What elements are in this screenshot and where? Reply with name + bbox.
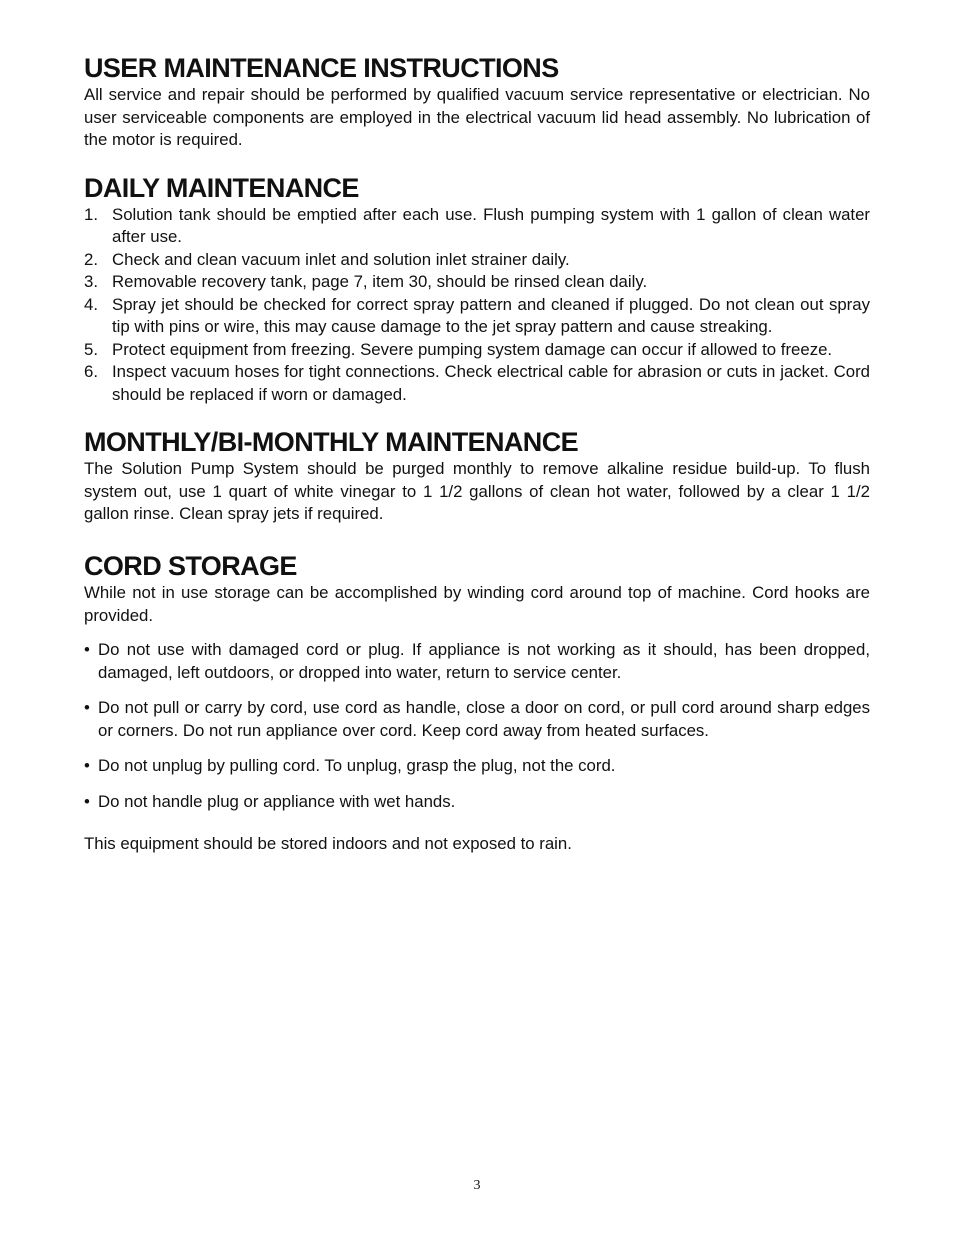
monthly-maintenance-heading: MONTHLY/BI-MONTHLY MAINTENANCE (84, 427, 579, 458)
list-item (84, 755, 870, 778)
list-item (84, 791, 870, 814)
cord-storage-section (84, 550, 870, 856)
cord-storage-closing: This equipment should be stored indoors and not exposed to rain. (84, 834, 572, 854)
list-item (84, 639, 870, 684)
list-item-number: 3. (84, 272, 98, 292)
daily-maintenance-list (84, 204, 870, 407)
list-item-number: 2. (84, 249, 98, 269)
list-item (84, 249, 870, 272)
bullet-icon: • (84, 640, 90, 660)
list-item-text: Protect equipment from freezing. Severe pumping system damage can occur if allowed to freeze. (112, 339, 833, 359)
list-item-text: Do not handle plug or appliance with wet hands. (98, 791, 456, 811)
list-item-text: Solution tank should be emptied after each use. Flush pumping system with 1 gallon of clean water after use. (112, 204, 870, 247)
monthly-maintenance-section (84, 426, 870, 526)
list-item (84, 361, 870, 406)
bullet-icon: • (84, 698, 90, 718)
bullet-icon: • (84, 791, 90, 811)
cord-safety-list (84, 639, 870, 813)
daily-maintenance-heading: DAILY MAINTENANCE (84, 172, 359, 203)
bullet-icon: • (84, 756, 90, 776)
page-number: 3 (473, 1178, 481, 1193)
cord-storage-body: While not in use storage can be accomplished by winding cord around top of machine. Cord hooks are provided. (84, 583, 870, 625)
list-item (84, 271, 870, 294)
monthly-maintenance-body: The Solution Pump System should be purged monthly to remove alkaline residue build-up. To flush system out, use 1 quart of white vinegar to 1 1/2 gallons of clean hot water, followed by a clear 1 1/2 gallon rinse. Clean spray jets if required. (84, 459, 870, 524)
list-item-number: 5. (84, 339, 98, 359)
list-item-text: Removable recovery tank, page 7, item 30, should be rinsed clean daily. (112, 272, 648, 292)
list-item (84, 339, 870, 362)
user-maintenance-section (84, 52, 870, 152)
cord-storage-heading: CORD STORAGE (84, 551, 297, 582)
list-item-number: 1. (84, 204, 98, 224)
list-item-text: Inspect vacuum hoses for tight connections. Check electrical cable for abrasion or cuts in jacket. Cord should be replaced if worn or damaged. (112, 362, 870, 404)
list-item-number: 6. (84, 362, 98, 382)
list-item (84, 204, 870, 249)
user-maintenance-body: All service and repair should be performed by qualified vacuum service representative or electrician. No user serviceable components are employed in the electrical vacuum lid head assembly. No lubrication of the motor is required. (84, 85, 870, 150)
list-item-text: Spray jet should be checked for correct spray pattern and cleaned if plugged. Do not clean out spray tip with pins or wire, this may cause damage to the jet spray pattern and cause streaking. (112, 294, 870, 337)
list-item (84, 697, 870, 742)
list-item-text: Do not unplug by pulling cord. To unplug, grasp the plug, not the cord. (98, 756, 616, 776)
list-item-number: 4. (84, 294, 98, 314)
list-item-text: Do not use with damaged cord or plug. If appliance is not working as it should, has been dropped, damaged, left outdoors, or dropped into water, return to service center. (98, 640, 870, 682)
document-page (84, 52, 870, 856)
list-item-text: Check and clean vacuum inlet and solution inlet strainer daily. (112, 249, 570, 269)
list-item-text: Do not pull or carry by cord, use cord as handle, close a door on cord, or pull cord around sharp edges or corners. Do not run appliance over cord. Keep cord away from heated surfaces. (98, 698, 870, 740)
list-item (84, 294, 870, 339)
user-maintenance-heading: USER MAINTENANCE INSTRUCTIONS (84, 53, 559, 83)
daily-maintenance-section (84, 172, 870, 407)
